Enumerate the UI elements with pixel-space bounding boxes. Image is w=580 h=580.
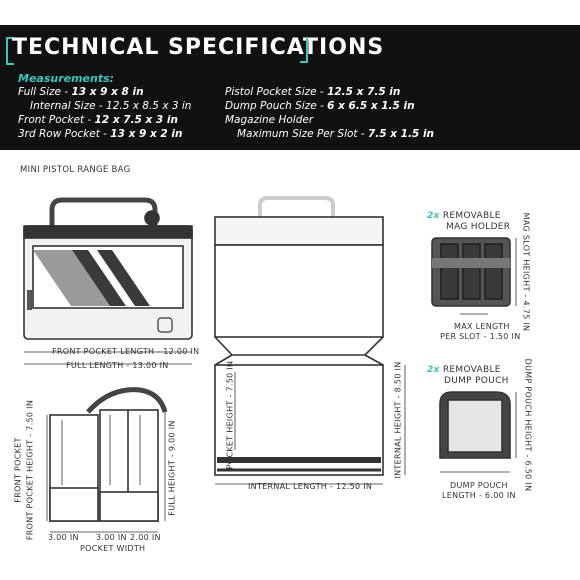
mag-holder-drawing: [432, 238, 510, 306]
open-bag-view: [215, 198, 383, 475]
bag-label-tag: [27, 290, 32, 310]
bag-handle: [52, 200, 155, 228]
pocket-height-label: POCKET HEIGHT - 7.50 IN: [225, 360, 235, 470]
full-length-label: FULL LENGTH - 13.00 IN: [66, 361, 169, 370]
side-pocket-view: [50, 390, 165, 521]
mag-max-length-label-2: PER SLOT - 1.50 IN: [440, 332, 521, 341]
pocket-width-1-label: 3.00 IN: [48, 533, 79, 542]
mag-elastic-band: [432, 258, 510, 268]
front-pocket-height-label: FRONT POCKET HEIGHT - 7.50 IN: [25, 399, 35, 541]
dump-pouch-mesh: [448, 400, 502, 452]
fold-top: [215, 337, 383, 355]
side-pocket-1-lower: [50, 488, 98, 521]
dump-length-label-2: LENGTH - 6.00 IN: [442, 491, 516, 500]
mag-title-1: 2x REMOVABLE: [427, 211, 501, 221]
mag-max-length-label-1: MAX LENGTH: [454, 322, 510, 331]
spec-dump-pouch: Dump Pouch Size - 6 x 6.5 x 1.5 in: [225, 100, 415, 112]
mag-title-2: MAG HOLDER: [446, 222, 511, 232]
internal-length-label: INTERNAL LENGTH - 12.50 IN: [248, 482, 373, 491]
lid-top: [215, 217, 383, 245]
handle-clip: [145, 211, 159, 225]
pocket-width-2-label: 3.00 IN: [96, 533, 127, 542]
spec-full-size: Full Size - 13 x 9 x 8 in: [18, 86, 144, 98]
side-handle: [88, 390, 165, 412]
dump-pouch-drawing: [440, 392, 510, 458]
mag-slot-height-label: MAG SLOT HEIGHT - 4.75 IN: [521, 212, 531, 332]
front-pocket-length-label: FRONT POCKET LENGTH - 12.00 IN: [52, 347, 200, 356]
measurements-heading: Measurements:: [18, 72, 115, 85]
spec-pistol-pocket: Pistol Pocket Size - 12.5 x 7.5 in: [225, 86, 401, 98]
side-pocket-2-lower: [100, 492, 158, 521]
dump-title-1: 2x REMOVABLE: [427, 365, 501, 375]
mag-slot-2: [463, 244, 480, 299]
dump-height-label: DUMP POUCH HEIGHT - 6.50 IN: [523, 358, 533, 492]
bag-zipper-band: [24, 226, 192, 238]
spec-front-pocket: Front Pocket - 12 x 7.5 x 3 in: [18, 114, 178, 126]
spec-internal-size: Internal Size - 12.5 x 8.5 x 3 in: [30, 100, 192, 112]
spec-max-slot: Maximum Size Per Slot - 7.5 x 1.5 in: [237, 128, 435, 140]
open-bag-handle: [260, 198, 333, 218]
pocket-width-3-label: 2.00 IN: [130, 533, 161, 542]
internal-height-label: INTERNAL HEIGHT - 8.50 IN: [393, 361, 403, 479]
page-title: TECHNICAL SPECIFICATIONS: [12, 35, 385, 60]
lid-panel: [215, 245, 383, 337]
bag-front-view: [24, 200, 192, 339]
mag-slot-1: [441, 244, 458, 299]
full-height-label: FULL HEIGHT - 9.00 IN: [167, 420, 177, 516]
fold-bottom: [215, 355, 383, 365]
spec-magazine-holder: Magazine Holder: [225, 114, 314, 126]
spec-third-row-pocket: 3rd Row Pocket - 13 x 9 x 2 in: [18, 128, 183, 140]
front-pocket-height-label-1: FRONT POCKET: [13, 437, 23, 503]
mag-slot-3: [485, 244, 502, 299]
product-name: MINI PISTOL RANGE BAG: [20, 165, 131, 175]
pocket-width-label: POCKET WIDTH: [80, 544, 146, 553]
dump-length-label-1: DUMP POUCH: [450, 481, 508, 490]
dump-title-2: DUMP POUCH: [444, 376, 509, 386]
